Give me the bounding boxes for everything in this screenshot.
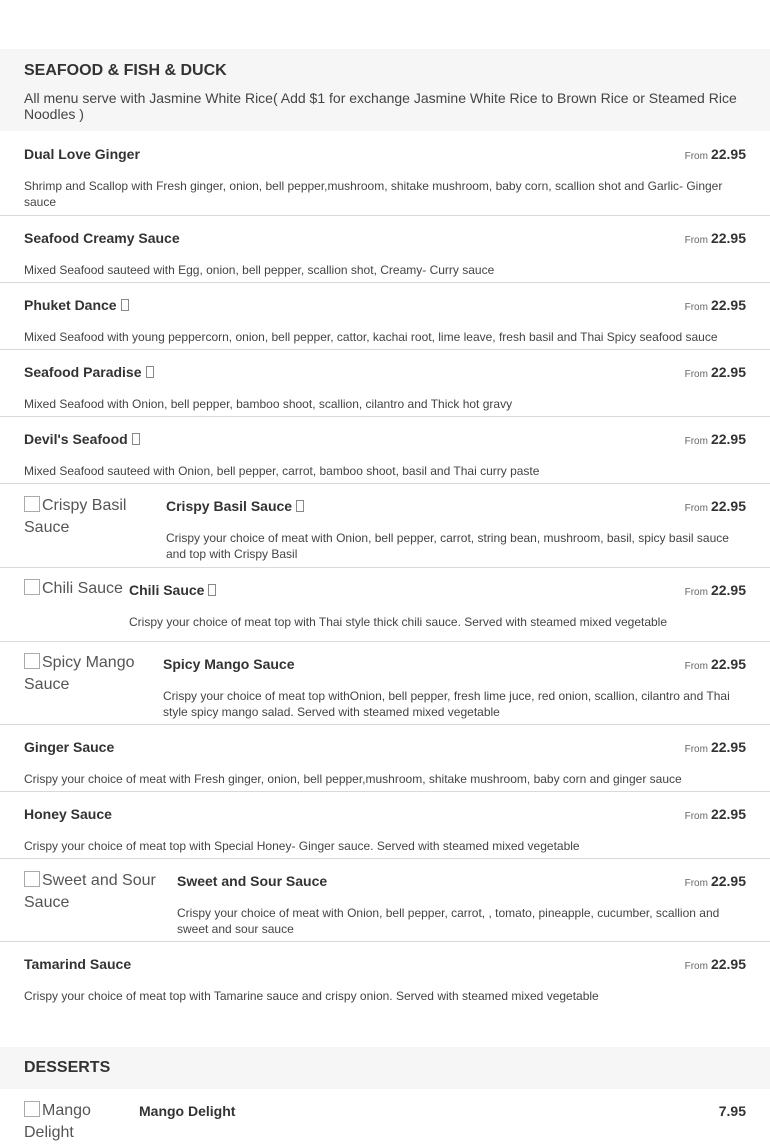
item-price: From 22.95 <box>684 956 746 972</box>
item-name: Crispy Basil Sauce <box>166 498 293 514</box>
item-description: Crispy your choice of meat top with Tamarine sauce and crispy onion. Served with steamed mixed vegetable <box>24 989 599 1003</box>
spicy-icon <box>132 433 140 445</box>
menu-item[interactable] <box>0 792 770 859</box>
item-description: Mixed Seafood with young peppercorn, onion, bell pepper, cattor, kachai root, lime leave, fresh basil and Thai Spicy seafood sauce <box>24 330 718 344</box>
broken-image-icon <box>24 653 40 669</box>
section-title: SEAFOOD & FISH & DUCK <box>24 62 227 79</box>
menu-item[interactable] <box>0 131 770 216</box>
item-price: From 22.95 <box>684 873 746 889</box>
section-note: All menu serve with Jasmine White Rice( Add $1 for exchange Jasmine White Rice to Brown Rice or Steamed Rice Noodles ) <box>24 90 737 122</box>
menu-item[interactable] <box>0 216 770 283</box>
item-description: Crispy your choice of meat top with Special Honey- Ginger sauce. Served with steamed mixed vegetable <box>24 839 580 853</box>
item-price: 7.95 <box>718 1103 746 1119</box>
item-name: Phuket Dance <box>24 297 117 313</box>
item-image: Spicy Mango Sauce <box>24 654 135 693</box>
item-name: Chili Sauce <box>129 582 205 598</box>
item-price: From 22.95 <box>684 230 746 246</box>
item-description: Crispy your choice of meat with Fresh ginger, onion, bell pepper,mushroom, shitake mushroom, baby corn and ginger sauce <box>24 772 682 786</box>
item-description: Mixed Seafood sauteed with Egg, onion, bell pepper, scallion shot, Creamy- Curry sauce <box>24 263 495 277</box>
item-description: Crispy your choice of meat with Onion, bell pepper, carrot, , tomato, pineapple, cucumber, scallion and sweet and sour sauce <box>177 906 720 936</box>
item-price: From 22.95 <box>684 656 746 672</box>
item-name: Ginger Sauce <box>24 739 115 755</box>
item-name: Seafood Creamy Sauce <box>24 230 180 246</box>
item-name: Devil's Seafood <box>24 431 128 447</box>
menu-item[interactable] <box>0 642 770 725</box>
menu-item[interactable] <box>0 942 770 1009</box>
menu-item[interactable] <box>0 283 770 350</box>
item-description: Crispy your choice of meat top with Thai style thick chili sauce. Served with steamed mixed vegetable <box>129 615 668 629</box>
item-price: From 22.95 <box>684 739 746 755</box>
menu-item[interactable] <box>0 725 770 792</box>
menu-item[interactable] <box>0 417 770 484</box>
broken-image-icon <box>24 496 40 512</box>
item-image: Crispy Basil Sauce <box>24 497 127 536</box>
item-price: From 22.95 <box>684 806 746 822</box>
item-price: From 22.95 <box>684 297 746 313</box>
item-image: Mango Delight <box>24 1102 91 1141</box>
item-price: From 22.95 <box>684 582 746 598</box>
spicy-icon <box>146 366 154 378</box>
menu-item[interactable] <box>0 350 770 417</box>
item-description: Shrimp and Scallop with Fresh ginger, onion, bell pepper,mushroom, shitake mushroom, baby corn, scallion shot and Garlic- Ginger sauce <box>24 179 723 209</box>
desserts-section-header <box>0 1047 770 1089</box>
item-description: Crispy your choice of meat top withOnion, bell pepper, fresh lime juce, red onion, scallion, cilantro and Thai style spicy mango salad. Served with steamed mixed vegetable <box>163 689 730 719</box>
item-name: Dual Love Ginger <box>24 146 140 162</box>
item-price: From 22.95 <box>684 146 746 162</box>
menu-item[interactable] <box>0 484 770 568</box>
item-description: Mixed Seafood with Onion, bell pepper, bamboo shoot, scallion, cilantro and Thick hot gravy <box>24 397 513 411</box>
broken-image-icon <box>24 1101 40 1117</box>
item-name: Seafood Paradise <box>24 364 142 380</box>
menu-item[interactable] <box>0 859 770 942</box>
item-description: Mixed Seafood sauteed with Onion, bell pepper, carrot, bamboo shoot, basil and Thai curry paste <box>24 464 540 478</box>
item-price: From 22.95 <box>684 364 746 380</box>
item-image: Sweet and Sour Sauce <box>24 872 156 911</box>
spicy-icon <box>121 299 129 311</box>
menu-item[interactable] <box>0 568 770 642</box>
item-name: Spicy Mango Sauce <box>163 656 295 672</box>
item-image: Chili Sauce <box>24 578 129 630</box>
spicy-icon <box>208 584 216 596</box>
broken-image-icon <box>24 871 40 887</box>
broken-image-icon <box>24 579 40 595</box>
menu-item[interactable] <box>0 1089 770 1141</box>
item-price: From 22.95 <box>684 498 746 514</box>
item-name: Mango Delight <box>139 1103 236 1119</box>
section-title: DESSERTS <box>24 1059 111 1076</box>
item-name: Honey Sauce <box>24 806 112 822</box>
spicy-icon <box>296 500 304 512</box>
item-name: Sweet and Sour Sauce <box>177 873 328 889</box>
item-description: Crispy your choice of meat with Onion, bell pepper, carrot, string bean, mushroom, basil, spicy basil sauce and top with Crispy Basil <box>166 531 729 561</box>
seafood-section-header <box>0 49 770 131</box>
item-price: From 22.95 <box>684 431 746 447</box>
item-name: Tamarind Sauce <box>24 956 132 972</box>
